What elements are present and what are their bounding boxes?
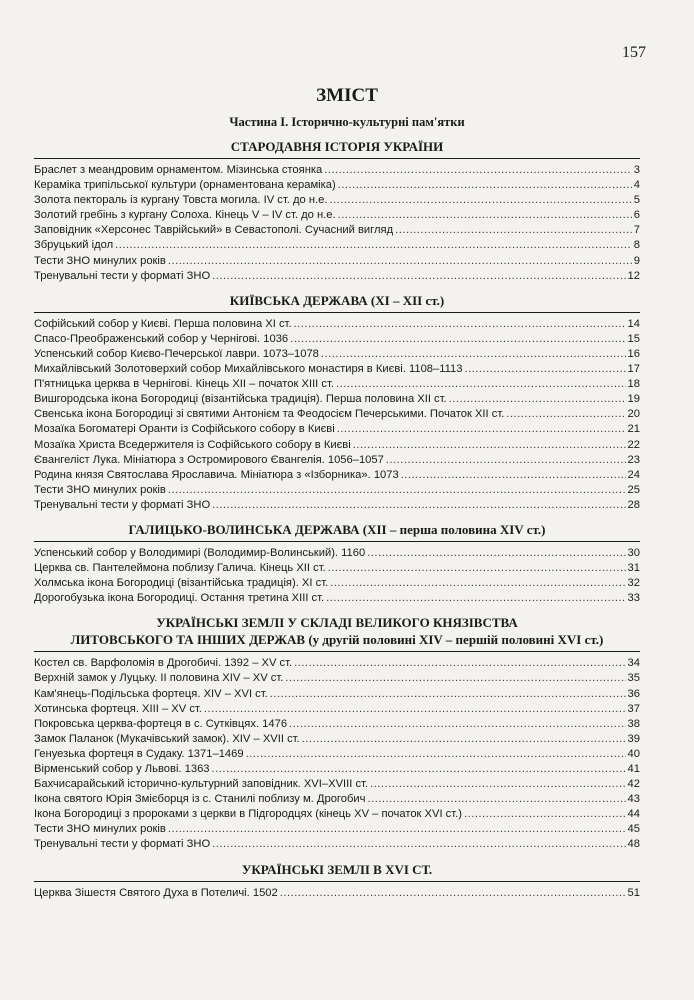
toc-entry-page: 25 [627, 483, 640, 496]
toc-entry-page: 18 [627, 378, 640, 391]
toc-entry-page: 4 [633, 179, 640, 192]
section-gap [34, 606, 640, 614]
section-header-line: КИЇВСЬКА ДЕРЖАВА (XI – XII ст.) [229, 292, 445, 308]
page-title: ЗМІСТ [316, 85, 378, 106]
toc-entry-page: 33 [627, 592, 640, 605]
toc-entry-page: 17 [627, 363, 640, 376]
toc-entry-page: 44 [627, 808, 640, 821]
toc-entry-page: 16 [627, 347, 640, 360]
toc-entry-title: Верхній замок у Луцьку. ІІ половина XIV – XV ст. [34, 672, 284, 685]
toc-entry[interactable] [34, 269, 640, 284]
section-header-line: СТАРОДАВНЯ ІСТОРІЯ УКРАЇНИ [230, 139, 444, 154]
toc-entry-title: Вишгородська ікона Богородиці (візантійська традиція). Перша половина XII ст. [34, 393, 447, 406]
toc-entry-title: Костел св. Варфоломія в Дрогобичі. 1392 – XV ст. [34, 657, 293, 670]
toc-entry-page: 38 [627, 717, 640, 730]
dot-leader [302, 732, 626, 747]
dot-leader [294, 656, 625, 671]
dot-leader [338, 208, 632, 223]
toc-entry-page: 12 [627, 269, 640, 282]
toc-entry[interactable] [34, 837, 640, 852]
toc-entry-page: 51 [627, 886, 640, 899]
dot-leader [115, 238, 632, 253]
dot-leader [328, 561, 626, 576]
section-header [34, 138, 640, 155]
toc-entry[interactable] [34, 422, 640, 437]
toc-entry[interactable] [34, 238, 640, 253]
toc-entry-title: Тести ЗНО минулих років [34, 254, 166, 267]
toc-entry[interactable] [34, 762, 640, 777]
dot-leader [212, 498, 625, 513]
toc-entry-title: Спасо-Преображенський собор у Чернігові. 1036 [34, 332, 289, 345]
toc-entry[interactable] [34, 254, 640, 269]
dot-leader [336, 377, 626, 392]
toc-entry[interactable] [34, 747, 640, 762]
toc-entry[interactable] [34, 792, 640, 807]
toc-entry-title: Мозаїка Богоматері Оранти із Софійського собору в Києві [34, 423, 335, 436]
toc-entry[interactable] [34, 687, 640, 702]
toc-entry-title: Родина князя Святослава Ярославича. Мініатюра з «Ізборника». 1073 [34, 468, 399, 481]
toc-entry-page: 39 [627, 732, 640, 745]
toc-entry[interactable] [34, 717, 640, 732]
toc-entry[interactable] [34, 362, 640, 377]
dot-leader [401, 468, 626, 483]
section-header-line: ГАЛИЦЬКО-ВОЛИНСЬКА ДЕРЖАВА (XII – перша половина XIV ст.) [128, 521, 546, 537]
dot-leader [367, 546, 625, 561]
dot-leader [212, 762, 626, 777]
page-number: 157 [622, 44, 646, 61]
toc-entry-title: П'ятницька церква в Чернігові. Кінець XII – початок XIII ст. [34, 378, 334, 391]
toc-entry-title: Золота пектораль із кургану Товста могила. IV ст. до н.е. [34, 194, 328, 207]
dot-leader [285, 671, 625, 686]
toc-entry-title: Тренувальні тести у форматі ЗНО [34, 269, 211, 282]
section-header-line: УКРАЇНСЬКІ ЗЕМЛІ В XVI СТ. [241, 861, 433, 877]
toc-entry[interactable] [34, 777, 640, 792]
toc-entry-title: Тренувальні тести у форматі ЗНО [34, 498, 211, 511]
toc-entry-title: Успенський собор Києво-Печерської лаври. 1073–1078 [34, 347, 319, 360]
section-header-line: ЛИТОВСЬКОГО ТА ІНШИХ ДЕРЖАВ (у другій половині XIV – першій половині XVI ст.) [70, 632, 604, 648]
toc-entry[interactable] [34, 576, 640, 591]
toc-entry-page: 22 [627, 438, 640, 451]
toc-entry[interactable] [34, 178, 640, 193]
toc-entry-title: Церква Зішестя Святого Духа в Потеличі. 1502 [34, 886, 278, 899]
toc-entry-title: Тести ЗНО минулих років [34, 823, 166, 836]
dot-leader [289, 717, 626, 732]
toc-entry-title: Тренувальні тести у форматі ЗНО [34, 838, 211, 851]
toc-entry-page: 36 [627, 687, 640, 700]
toc-entry[interactable] [34, 702, 640, 717]
toc-entry-title: Генуезька фортеця в Судаку. 1371–1469 [34, 747, 244, 760]
dot-leader [395, 223, 632, 238]
toc-section [34, 861, 640, 901]
toc-entry-page: 48 [627, 838, 640, 851]
toc-entry-page: 31 [627, 562, 640, 575]
toc-entry[interactable] [34, 223, 640, 238]
toc-entry[interactable] [34, 193, 640, 208]
dot-leader [204, 702, 626, 717]
section-header [34, 861, 640, 878]
toc-entry[interactable] [34, 822, 640, 837]
section-header [34, 521, 640, 538]
section-gap [34, 513, 640, 521]
toc-entry-title: Бахчисарайський історично-культурний заповідник. XVI–XVIII ст. [34, 778, 369, 791]
toc-entry[interactable] [34, 468, 640, 483]
dot-leader [212, 837, 625, 852]
dot-leader [464, 807, 626, 822]
dot-leader [246, 747, 626, 762]
toc-entry-page: 23 [627, 453, 640, 466]
toc-entry-title: Церква св. Пантелеймона поблизу Галича. Кінець XII ст. [34, 562, 326, 575]
toc-entry-title: Хотинська фортеця. XIII – XV ст. [34, 702, 202, 715]
toc-entry-page: 15 [627, 332, 640, 345]
section-header [34, 292, 640, 309]
toc-entry[interactable] [34, 656, 640, 671]
dot-leader [270, 687, 626, 702]
part-subtitle: Частина І. Історично-культурні пам'ятки [229, 115, 465, 129]
toc-entry[interactable] [34, 561, 640, 576]
toc-entry-page: 5 [633, 194, 640, 207]
section-gap [34, 853, 640, 861]
toc-entry-page: 37 [627, 702, 640, 715]
toc-entry[interactable] [34, 807, 640, 822]
toc-entry[interactable] [34, 483, 640, 498]
dot-leader [329, 193, 631, 208]
toc-entry-title: Свенська ікона Богородиці зі святими Антонієм та Феодосієм Печерськими. Початок XII ст. [34, 408, 505, 421]
toc-entry-title: Євангеліст Лука. Мініатюра з Остромирового Євангелія. 1056–1057 [34, 453, 384, 466]
section-divider [34, 312, 640, 313]
dot-leader [280, 886, 626, 901]
toc-entry-page: 45 [627, 823, 640, 836]
section-divider [34, 541, 640, 542]
toc-entry-title: Золотий гребінь з кургану Солоха. Кінець V – IV ст. до н.е. [34, 209, 336, 222]
toc-section [34, 292, 640, 521]
toc-entry[interactable] [34, 332, 640, 347]
dot-leader [168, 254, 632, 269]
toc-entry-page: 19 [627, 393, 640, 406]
toc-entry-page: 32 [627, 577, 640, 590]
toc-entry-page: 42 [627, 778, 640, 791]
dot-leader [294, 317, 626, 332]
toc-entry[interactable] [34, 732, 640, 747]
toc-entry-title: Кам'янець-Подільська фортеця. XIV – XVI ст. [34, 687, 268, 700]
toc-entry-title: Заповідник «Херсонес Таврійський» в Севастополі. Сучасний вигляд [34, 224, 394, 237]
toc-entry-title: Збруцький ідол [34, 239, 114, 252]
dot-leader [367, 792, 625, 807]
dot-leader [324, 163, 632, 178]
table-of-contents [34, 138, 640, 901]
dot-leader [464, 362, 625, 377]
toc-entry-title: Мозаїка Христа Вседержителя із Софійського собору в Києві [34, 438, 351, 451]
toc-entry-title: Вірменський собор у Львові. 1363 [34, 763, 210, 775]
toc-section [34, 614, 640, 860]
toc-entry[interactable] [34, 438, 640, 453]
toc-section [34, 521, 640, 614]
toc-entry[interactable] [34, 392, 640, 407]
toc-entry-page: 28 [627, 498, 640, 511]
toc-entry-title: Браслет з меандровим орнаментом. Мізинська стоянка [34, 164, 323, 176]
toc-entry[interactable] [34, 498, 640, 513]
toc-entry[interactable] [34, 208, 640, 223]
toc-entry-title: Тести ЗНО минулих років [34, 483, 166, 496]
toc-entry-page: 9 [633, 254, 640, 267]
dot-leader [337, 422, 626, 437]
toc-entry-title: Замок Паланок (Мукачівський замок). XIV – XVII ст. [34, 732, 300, 745]
dot-leader [386, 453, 626, 468]
toc-entry[interactable] [34, 671, 640, 686]
toc-entry-page: 30 [627, 546, 640, 559]
toc-entry[interactable] [34, 347, 640, 362]
toc-entry-title: Покровська церква-фортеця в с. Сутківцях. 1476 [34, 717, 288, 730]
toc-entry[interactable] [34, 407, 640, 422]
toc-entry-title: Успенський собор у Володимирі (Володимир-Волинський). 1160 [34, 546, 366, 559]
toc-entry-page: 34 [627, 657, 640, 670]
toc-entry-page: 7 [633, 224, 640, 237]
toc-entry-page: 24 [627, 468, 640, 481]
toc-entry-page: 35 [627, 672, 640, 685]
toc-entry-page: 40 [627, 747, 640, 760]
section-divider [34, 158, 640, 159]
toc-entry-page: 6 [633, 209, 640, 222]
toc-entry[interactable] [34, 591, 640, 606]
toc-entry[interactable] [34, 377, 640, 392]
dot-leader [338, 178, 632, 193]
toc-entry-page: 3 [633, 164, 640, 176]
toc-entry-title: Софійський собор у Києві. Перша половина XI ст. [34, 317, 292, 330]
toc-entry-page: 21 [627, 423, 640, 436]
section-gap [34, 284, 640, 292]
toc-entry-title: Ікона Богородиці з пророками з церкви в Підгородцях (кінець XV – початок XVI ст.) [34, 808, 462, 821]
toc-entry-page: 14 [627, 317, 640, 330]
section-header [34, 614, 640, 648]
dot-leader [326, 591, 625, 606]
toc-entry-title: Кераміка трипільської культури (орнаментована кераміка) [34, 179, 336, 192]
dot-leader [168, 483, 626, 498]
toc-entry[interactable] [34, 453, 640, 468]
section-divider [34, 651, 640, 652]
toc-section [34, 138, 640, 292]
dot-leader [353, 438, 626, 453]
toc-entry[interactable] [34, 317, 640, 332]
dot-leader [321, 347, 626, 362]
section-divider [34, 881, 640, 882]
toc-entry[interactable] [34, 546, 640, 561]
toc-entry-title: Холмська ікона Богородиці (візантійська традиція). XI ст. [34, 577, 329, 590]
toc-entry[interactable] [34, 886, 640, 901]
toc-entry-page: 41 [627, 763, 640, 775]
toc-entry-title: Михайлівський Золотоверхий собор Михайлівського монастиря в Києві. 1108–1113 [34, 363, 463, 376]
toc-entry-title: Дорогобузька ікона Богородиці. Остання третина XIII ст. [34, 592, 325, 605]
dot-leader [290, 332, 625, 347]
section-header-line: УКРАЇНСЬКІ ЗЕМЛІ У СКЛАДІ ВЕЛИКОГО КНЯЗІВСТВА [156, 615, 518, 631]
toc-entry[interactable] [34, 163, 640, 178]
toc-entry-page: 20 [627, 408, 640, 421]
toc-entry-page: 8 [633, 239, 640, 252]
dot-leader [449, 392, 626, 407]
dot-leader [370, 777, 626, 792]
dot-leader [168, 822, 626, 837]
dot-leader [330, 576, 625, 591]
dot-leader [506, 407, 625, 422]
toc-entry-page: 43 [627, 793, 640, 806]
toc-entry-title: Ікона святого Юрія Змієборця із с. Станилі поблизу м. Дрогобич [34, 793, 366, 806]
dot-leader [212, 269, 625, 284]
